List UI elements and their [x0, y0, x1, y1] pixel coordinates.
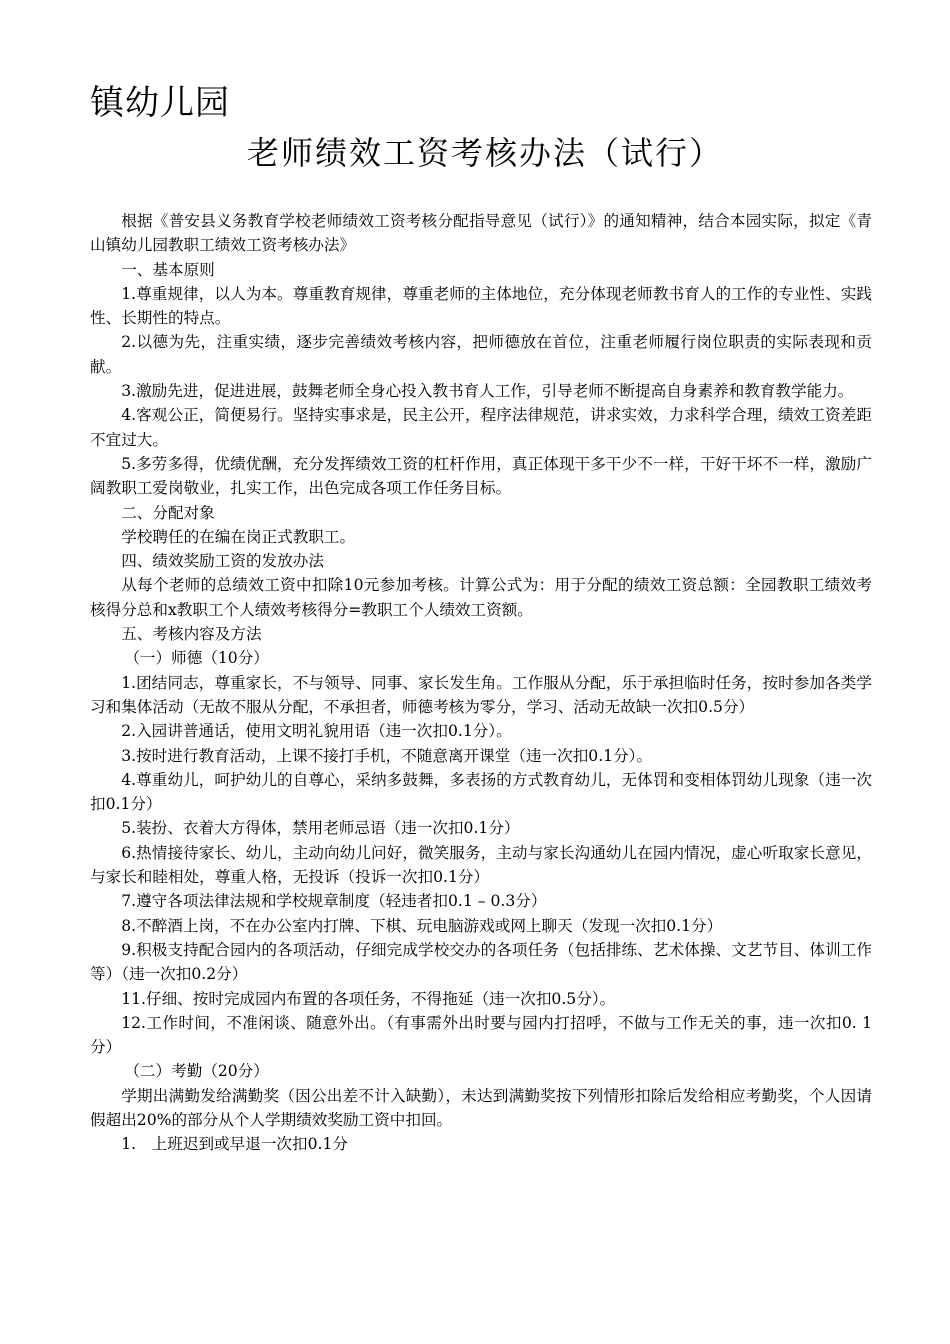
paragraph: 二、分配对象: [121, 503, 215, 522]
paragraph: 2.以德为先，注重实绩，逐步完善绩效考核内容，把师德放在首位，注重老师履行岗位职责的实际表现和贡献。: [90, 333, 872, 376]
paragraph: 五、考核内容及方法: [121, 625, 262, 644]
paragraph: 5.多劳多得，优绩优酬，充分发挥绩效工资的杠杆作用，真正体现干多干少不一样，干好干坏不一样，激励广阔教职工爱岗敬业，扎实工作，出色完成各项工作任务目标。: [90, 454, 872, 498]
paragraph: 一、基本原则: [121, 260, 215, 279]
paragraph: 5.装扮、衣着大方得体，禁用老师忌语（违一次扣0.1分）: [121, 819, 520, 838]
paragraph: 6.热情接待家长、幼儿，主动向幼儿问好，微笑服务，主动与家长沟通幼儿在园内情况，虚心听取家长意见，与家长和睦相处，尊重人格，无投诉（投诉一次扣0.1分）: [90, 843, 872, 887]
paragraph: 11.仔细、按时完成园内布置的各项任务，不得拖延（违一次扣0.5分）。: [121, 989, 616, 1008]
document-body: [90, 209, 872, 1157]
paragraph: （一）师德（10分）: [124, 649, 269, 668]
paragraph: 学校聘任的在编在岗正式教职工。: [121, 527, 356, 546]
paragraph: 4.客观公正，简便易行。坚持实事求是，民主公开，程序法律规范，讲求实效，力求科学合理，绩效工资差距不宜过大。: [90, 406, 872, 449]
paragraph: 1. 上班迟到或早退一次扣0.1分: [121, 1135, 348, 1154]
paragraph: 12.工作时间，不准闲谈、随意外出。（有事需外出时要与园内打招呼，不做与工作无关的事，违一次扣0. 1分）: [90, 1013, 872, 1057]
paragraph: 4.尊重幼儿，呵护幼儿的自尊心，采纳多鼓舞，多表扬的方式教育幼儿，无体罚和变相体罚幼儿现象（违一次扣0.1分）: [90, 770, 872, 814]
paragraph: 2.入园讲普通话，使用文明礼貌用语（违一次扣0.1分）。: [121, 722, 512, 741]
paragraph: 1.团结同志，尊重家长，不与领导、同事、家长发生角。工作服从分配，乐于承担临时任务，按时参加各类学习和集体活动（无故不服从分配，不承担者，师德考核为零分，学习、活动无故缺一次扣0.5分）: [90, 673, 872, 716]
paragraph: 根据《普安县义务教育学校老师绩效工资考核分配指导意见（试行）》的通知精神，结合本园实际，拟定《青山镇幼儿园教职工绩效工资考核办法》: [90, 212, 872, 255]
paragraph: 3.按时进行教育活动，上课不接打手机，不随意离开课堂（违一次扣0.1分）。: [121, 746, 653, 765]
paragraph: （二）考勤（20分）: [124, 1062, 269, 1081]
paragraph: 3.激励先进，促进进展，鼓舞老师全身心投入教书育人工作，引导老师不断提高自身素养和教育教学能力。: [121, 382, 854, 401]
paragraph: 1.尊重规律，以人为本。尊重教育规律，尊重老师的主体地位，充分体现老师教书育人的工作的专业性、实践性、长期性的特点。: [90, 284, 872, 328]
paragraph: 9.积极支持配合园内的各项活动，仔细完成学校交办的各项任务（包括排练、艺术体操、文艺节目、体训工作等）（违一次扣0.2分）: [90, 940, 872, 984]
paragraph: 四、绩效奖励工资的发放办法: [121, 552, 324, 571]
paragraph: 从每个老师的总绩效工资中扣除10元参加考核。计算公式为：用于分配的绩效工资总额：全园教职工绩效考核得分总和x教职工个人绩效考核得分=教职工个人绩效工资额。: [90, 576, 872, 619]
org-title: 镇幼儿园: [90, 83, 230, 123]
document-title: 老师绩效工资考核办法（试行）: [246, 134, 723, 172]
paragraph: 7.遵守各项法律法规和学校规章制度（轻违者扣0.1 – 0.3分）: [121, 892, 547, 911]
paragraph: 学期出满勤发给满勤奖（因公出差不计入缺勤），未达到满勤奖按下列情形扣除后发给相应考勤奖，个人因请假超出20%的部分从个人学期绩效奖励工资中扣回。: [90, 1086, 872, 1129]
paragraph: 8.不醉酒上岗，不在办公室内打牌、下棋、玩电脑游戏或网上聊天（发现一次扣0.1分）: [121, 916, 723, 935]
